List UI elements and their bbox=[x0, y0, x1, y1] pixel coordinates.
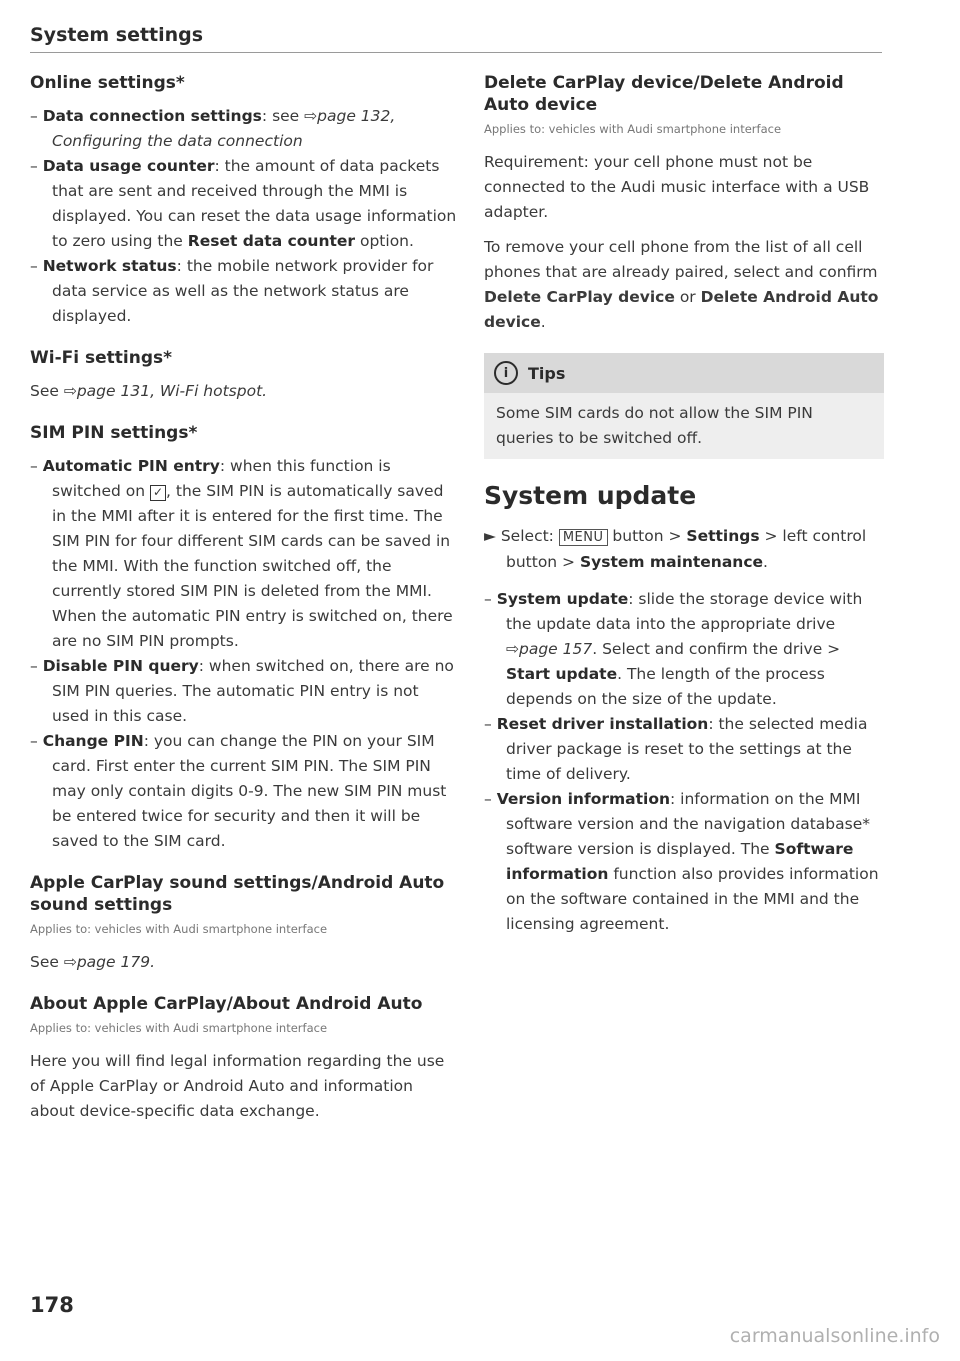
tips-header: i Tips bbox=[484, 353, 884, 393]
page-link[interactable]: page 132, Configuring the data connection bbox=[52, 107, 396, 150]
tips-text: Some SIM cards do not allow the SIM PIN queries to be switched off. bbox=[484, 393, 884, 459]
about-heading: About Apple CarPlay/About Android Auto bbox=[30, 994, 423, 1014]
about-section bbox=[30, 993, 458, 1124]
ref-arrow-icon: ⇨ bbox=[304, 107, 318, 125]
system-update-heading: System update bbox=[484, 481, 697, 510]
page-link[interactable]: page 157 bbox=[519, 640, 593, 658]
requirement-text: Requirement: your cell phone must not be connected to the Audi music interface with a USB adapter. bbox=[484, 153, 870, 221]
page-number: 178 bbox=[30, 1293, 74, 1317]
wifi-settings-heading: Wi-Fi settings* bbox=[30, 348, 173, 368]
sound-settings-heading: Apple CarPlay sound settings/Android Auto sound settings bbox=[30, 873, 445, 915]
page-link[interactable]: page 131, Wi-Fi hotspot. bbox=[76, 382, 268, 400]
about-text: Here you will find legal information regarding the use of Apple CarPlay or Android Auto and information about device-specific data exchange. bbox=[30, 1052, 445, 1120]
info-icon: i bbox=[494, 361, 518, 385]
tips-box bbox=[484, 353, 884, 459]
list-item: – Network status: the mobile network provider for data service as well as the network status are displayed. bbox=[30, 257, 434, 325]
list-item: – Reset driver installation: the selected media driver package is reset to the settings at the time of delivery. bbox=[484, 715, 868, 783]
list-item: – Version information: information on the MMI software version and the navigation database* software version is displayed. The Software information function also provides information on the software contained in the MMI and the licensing agreement. bbox=[484, 790, 879, 933]
delete-device-heading: Delete CarPlay device/Delete Android Auto device bbox=[484, 73, 844, 115]
sim-pin-section bbox=[30, 422, 458, 854]
page-link[interactable]: page 179. bbox=[76, 953, 155, 971]
sim-pin-heading: SIM PIN settings* bbox=[30, 423, 198, 443]
select-instruction: ► Select: MENU button > Settings > left control button > System maintenance. bbox=[484, 527, 867, 571]
checkbox-checked-icon: ✓ bbox=[150, 485, 166, 501]
list-item: – System update: slide the storage device with the update data into the appropriate drive ⇨page 157. Select and confirm the drive > Start update. The length of the process depends on the size of the update. bbox=[484, 590, 863, 708]
online-settings-section bbox=[30, 72, 458, 329]
system-update-section bbox=[484, 481, 884, 937]
online-settings-heading: Online settings* bbox=[30, 73, 185, 93]
list-item: – Automatic PIN entry: when this function is switched on ✓ , the SIM PIN is automatically saved in the MMI after it is entered for the first time. The SIM PIN for four different SIM cards can be saved in the MMI. With the function switched off, the currently stored SIM PIN is deleted from the MMI. When the automatic PIN entry is switched on, there are no SIM PIN prompts. bbox=[30, 457, 453, 650]
ref-arrow-icon: ⇨ bbox=[63, 953, 77, 971]
list-item: – Data usage counter: the amount of data packets that are sent and received through the MMI is displayed. You can reset the data usage information to zero using the Reset data counter option. bbox=[30, 157, 457, 250]
left-column bbox=[30, 72, 458, 1142]
menu-key: MENU bbox=[559, 529, 608, 546]
ref-arrow-icon: ⇨ bbox=[506, 640, 519, 658]
sound-settings-section: Apple CarPlay sound settings/Android Auto sound settings Applies to: vehicles with Audi smartphone interface See ⇨page 179. bbox=[30, 872, 458, 975]
right-column bbox=[484, 72, 884, 955]
list-item: – Disable PIN query: when switched on, there are no SIM PIN queries. The automatic PIN entry is not used in this case. bbox=[30, 657, 454, 725]
applies-note: Applies to: vehicles with Audi smartphone interface bbox=[30, 1021, 328, 1035]
page-header: System settings bbox=[30, 24, 882, 53]
applies-note: Applies to: vehicles with Audi smartphone interface bbox=[30, 922, 328, 936]
delete-device-section: Delete CarPlay device/Delete Android Auto device Applies to: vehicles with Audi smartphone interface Requirement: your cell phone must not be connected to the Audi music interface with a USB adapter. To remove your cell phone from the list of all cell phones that are already paired, select and confirm Delete CarPlay device or Delete Android Auto device. bbox=[484, 72, 884, 335]
applies-note: Applies to: vehicles with Audi smartphone interface bbox=[484, 122, 782, 136]
ref-arrow-icon: ⇨ bbox=[63, 382, 77, 400]
list-item: – Data connection settings: see ⇨page 132, Configuring the data connection bbox=[30, 107, 396, 150]
watermark: carmanualsonline.info bbox=[729, 1325, 940, 1347]
wifi-settings-section: Wi-Fi settings* See ⇨page 131, Wi-Fi hotspot. bbox=[30, 347, 458, 404]
list-item: – Change PIN: you can change the PIN on your SIM card. First enter the current SIM PIN. The SIM PIN may only contain digits 0-9. The new SIM PIN must be entered twice for security and then it will be saved to the SIM card. bbox=[30, 732, 447, 850]
